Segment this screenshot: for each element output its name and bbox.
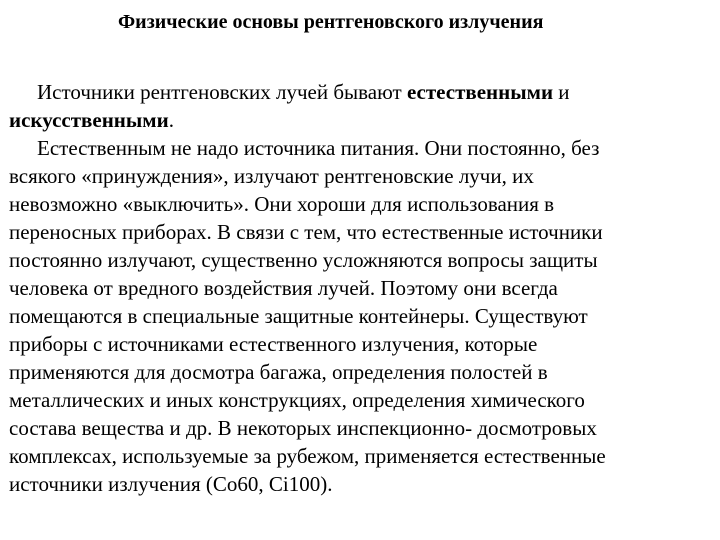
p2-line: невозможно «выключить». Они хороши для использования в	[9, 192, 555, 216]
p2-line: Естественным не надо источника питания. Они постоянно, без	[37, 136, 600, 160]
p2-line: человека от вредного воздействия лучей. Поэтому они всегда	[9, 276, 558, 300]
p1-text-before: Источники рентгеновских лучей бывают	[37, 80, 407, 104]
p2-line: помещаются в специальные защитные контейнеры. Существуют	[9, 304, 588, 328]
p2-line: постоянно излучают, существенно усложняются вопросы защиты	[9, 248, 598, 272]
p2-line: металлических и иных конструкциях, определения химического	[9, 388, 585, 412]
p2-line: источники излучения (Co60, Ci100).	[9, 472, 333, 496]
p2-line: всякого «принуждения», излучают рентгеновские лучи, их	[9, 164, 534, 188]
slide-body	[9, 78, 697, 498]
p1-text-middle: и	[553, 80, 570, 104]
p1-bold-artificial: искусственными	[9, 108, 169, 132]
paragraph-sources	[9, 78, 697, 134]
p1-text-after: .	[168, 108, 174, 132]
p1-bold-natural: естественными	[406, 80, 554, 104]
p2-line: состава вещества и др. В некоторых инспекционно- досмотровых	[9, 416, 597, 440]
slide-title: Физические основы рентгеновского излучения	[118, 11, 544, 33]
p2-line: применяются для досмотра багажа, определения полостей в	[9, 360, 548, 384]
p2-line: комплексах, используемые за рубежом, применяется естественные	[9, 444, 606, 468]
p2-line: приборы с источниками естественного излучения, которые	[9, 332, 538, 356]
paragraph-natural-sources	[9, 134, 697, 498]
p2-line: переносных приборах. В связи с тем, что естественные источники	[9, 220, 603, 244]
